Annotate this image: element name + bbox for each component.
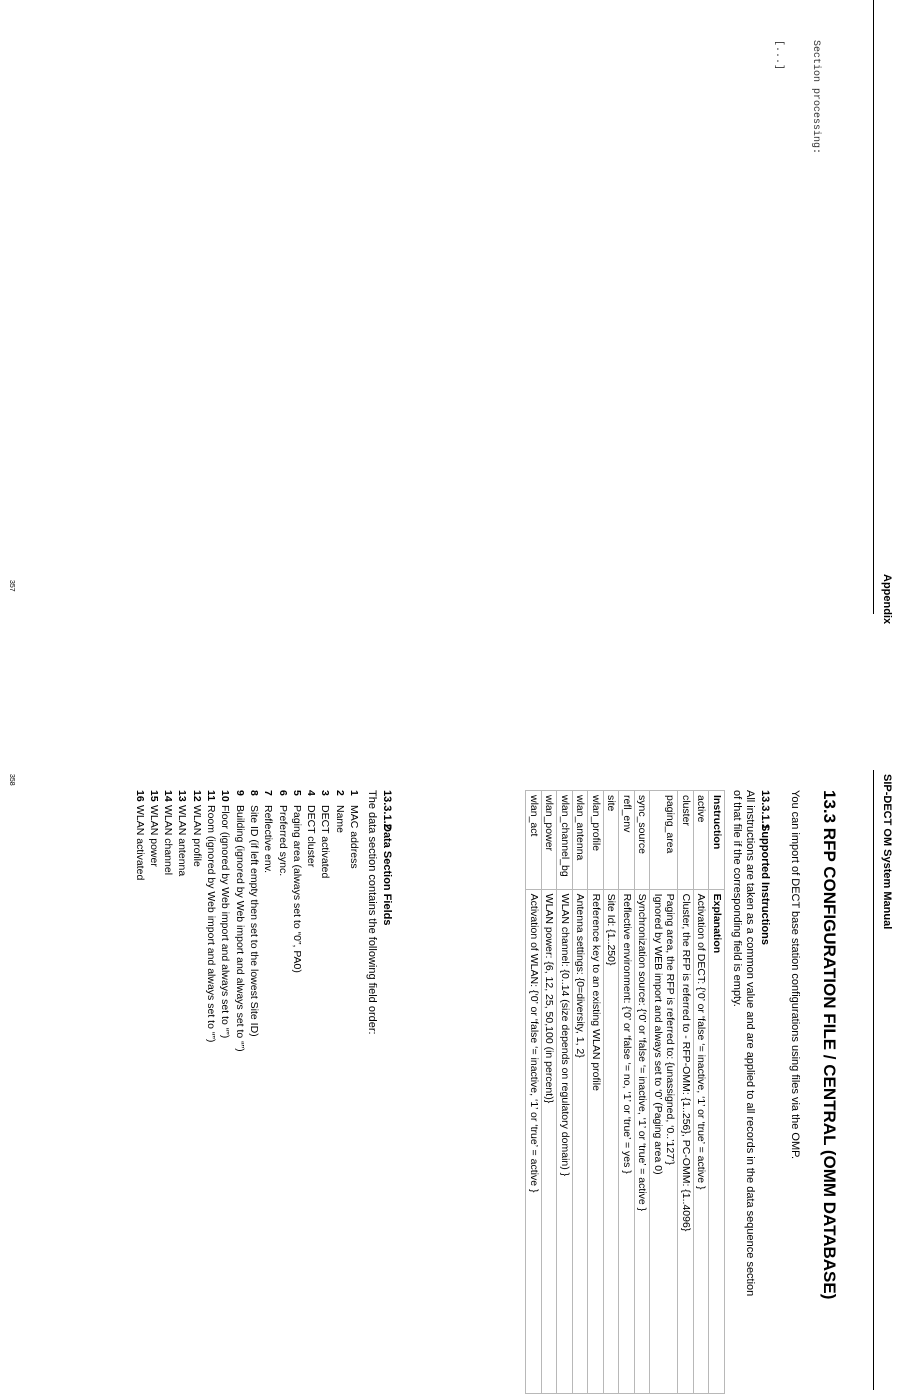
table-row (635, 791, 651, 1394)
list-item-text: Room (ignored by Web import and always set to “”) (205, 805, 218, 1043)
instruction-cell: wlan_profile (588, 791, 604, 890)
explanation-line: Paging area, the RFP is referred to: {unassigned, ‘0..’127’} (664, 893, 677, 1165)
table-row (542, 791, 558, 1394)
list-item-text: Building (ignored by Web import and always set to “”) (233, 805, 246, 1052)
explanation-cell (635, 889, 651, 1393)
list-item (247, 790, 261, 1052)
list-item-text: WLAN channel (162, 805, 175, 876)
table-row (678, 791, 694, 1394)
list-item-number: 10 (219, 790, 232, 802)
explanation-line: Site Id: {1..250} (605, 893, 618, 966)
text-line: All instructions are taken as a common value and are applied to all records in the data sequence section (744, 790, 756, 1297)
list-item-number: 5 (290, 790, 303, 796)
list-item (290, 790, 304, 1052)
list-item-text: MAC address (348, 805, 360, 869)
list-item (332, 790, 346, 1052)
subsection-title: Supported Instructions (759, 824, 771, 945)
table-row (694, 791, 710, 1394)
explanation-line: Reference key to an existing WLAN profile (590, 893, 602, 1091)
table-row (557, 791, 573, 1394)
table-row (573, 791, 589, 1394)
intro-text: You can import of DECT base station configurations using files via the OMP. (789, 790, 801, 1160)
instruction-cell: wlan_act (526, 791, 542, 890)
page-number: 358 (8, 774, 15, 786)
list-item (132, 790, 146, 1052)
list-item-number: 11 (205, 790, 218, 802)
list-item (232, 790, 246, 1052)
table-row (650, 791, 678, 1394)
table-body (526, 791, 709, 1394)
explanation-line: Ignored by WEB import and always set to ‘0’ (Paging area 0) (652, 893, 664, 1175)
list-item-text: DECT cluster (305, 805, 318, 868)
instruction-cell: wlan_antenna (573, 791, 589, 890)
instruction-cell: refl_env (619, 791, 635, 890)
instruction-cell: cluster (678, 791, 694, 890)
page-header: Appendix (881, 574, 893, 625)
header-rule (873, 770, 874, 1390)
list-item-number: 12 (190, 790, 203, 802)
subsection-heading (759, 790, 771, 945)
page-358 (0, 697, 901, 1394)
explanation-line: Synchronization source: {‘0’ or ‘false ‘= inactive, ‘1’ or ‘true’ = active } (636, 893, 649, 1212)
explanation-line: WLAN power: {6, 12, 25, 50,100 (in percent)} (543, 893, 556, 1104)
page-header: SIP-DECT OM System Manual (881, 774, 893, 930)
explanation-cell (542, 889, 558, 1393)
list-item-text: WLAN antenna (176, 805, 189, 877)
list-item-text: Preferred sync. (276, 805, 289, 877)
table-row (526, 791, 542, 1394)
explanation-line: Activation of DECT: {‘0’ or ‘false ‘= inactive, ‘1’ or ‘true’ = active } (695, 893, 708, 1190)
list-item-number: 8 (247, 790, 260, 796)
explanation-cell (588, 889, 604, 1393)
list-item (204, 790, 218, 1052)
column-header: Instruction (709, 791, 725, 890)
instruction-cell: site (604, 791, 620, 890)
explanation-line: Activation of WLAN: {‘0’ or ‘false ‘= inactive, ‘1’ or ‘true’ = active } (528, 893, 540, 1193)
list-item (161, 790, 175, 1052)
list-item-text: Paging area (always set to “0”, PA0) (290, 805, 303, 973)
list-item (218, 790, 232, 1052)
subsection-heading (381, 790, 393, 925)
code-line: [...] (773, 40, 784, 71)
subsection-number: 13.3.1.1 (759, 790, 771, 830)
list-item (347, 790, 361, 1052)
table-row (619, 791, 635, 1394)
explanation-cell (619, 889, 635, 1393)
table-row (604, 791, 620, 1394)
list-item (175, 790, 189, 1052)
explanation-cell (573, 889, 589, 1393)
list-item-text: Reflective env. (262, 805, 275, 874)
subsection-number: 13.3.1.2 (381, 790, 393, 830)
text-line: of that file if the corresponding field is empty. (731, 790, 743, 1007)
explanation-cell (694, 889, 710, 1393)
list-item (147, 790, 161, 1052)
list-item-text: WLAN activated (133, 805, 146, 881)
list-item (304, 790, 318, 1052)
list-item-text: DECT activated (319, 805, 332, 879)
explanation-line: WLAN channel: {0..14 (size depends on regulatory domain) } (559, 893, 571, 1177)
list-item (275, 790, 289, 1052)
header-rule (873, 0, 874, 614)
subsection-text (730, 790, 756, 1296)
list-item-text: Floor (ignored by Web import and always set to “”) (219, 805, 232, 1039)
list-item-number: 9 (233, 790, 246, 796)
subsection-text: The data section contains the following field order: (366, 790, 378, 1035)
explanation-line: Antenna settings: {0=diversity, 1, 2} (574, 893, 587, 1058)
explanation-line: Cluster, the RFP is referred to - RFP-OMM: {1..256}, PC-OMM: {1..4096} (680, 893, 692, 1232)
instruction-cell: wlan_power (542, 791, 558, 890)
list-item-number: 13 (176, 790, 189, 802)
list-item-text: WLAN profile (190, 805, 203, 867)
list-item-number: 14 (162, 790, 175, 802)
list-item-number: 3 (319, 790, 332, 796)
instructions-table (526, 790, 726, 1394)
explanation-cell (604, 889, 620, 1393)
instruction-cell: paging_area (650, 791, 678, 890)
list-item-text: Name (333, 805, 346, 834)
table-header-row (709, 791, 725, 1394)
instruction-cell: wlan_channel_bg (557, 791, 573, 890)
explanation-line: Reflective environment: {‘0’ or ‘false ‘= no, ‘1’ or ‘true’ = yes } (621, 893, 633, 1174)
list-item-text: WLAN power (147, 805, 160, 867)
code-line: Section processing: (810, 40, 821, 155)
section-title: 13.3 RFP CONFIGURATION FILE / CENTRAL (OMM DATABASE) (820, 790, 839, 1300)
list-item-number: 4 (305, 790, 318, 796)
list-item-number: 6 (276, 790, 289, 796)
field-order-list (132, 790, 361, 1052)
explanation-cell (678, 889, 694, 1393)
column-header: Explanation (709, 889, 725, 1393)
explanation-cell (650, 889, 678, 1393)
list-item-number: 1 (348, 790, 360, 796)
explanation-cell (526, 889, 542, 1393)
list-item-text: Site ID (if left empty then set to the lowest Site ID) (247, 805, 260, 1037)
list-item (261, 790, 275, 1052)
instruction-cell: active (694, 791, 710, 890)
list-item-number: 2 (333, 790, 346, 796)
list-item-number: 16 (133, 790, 146, 802)
instruction-cell: sync_source (635, 791, 651, 890)
list-item (189, 790, 203, 1052)
table-row (588, 791, 604, 1394)
list-item (318, 790, 332, 1052)
subsection-title: Data Section Fields (381, 824, 393, 926)
list-item-number: 7 (262, 790, 275, 796)
explanation-cell (557, 889, 573, 1393)
list-item-number: 15 (147, 790, 160, 802)
page-number: 357 (8, 580, 15, 592)
